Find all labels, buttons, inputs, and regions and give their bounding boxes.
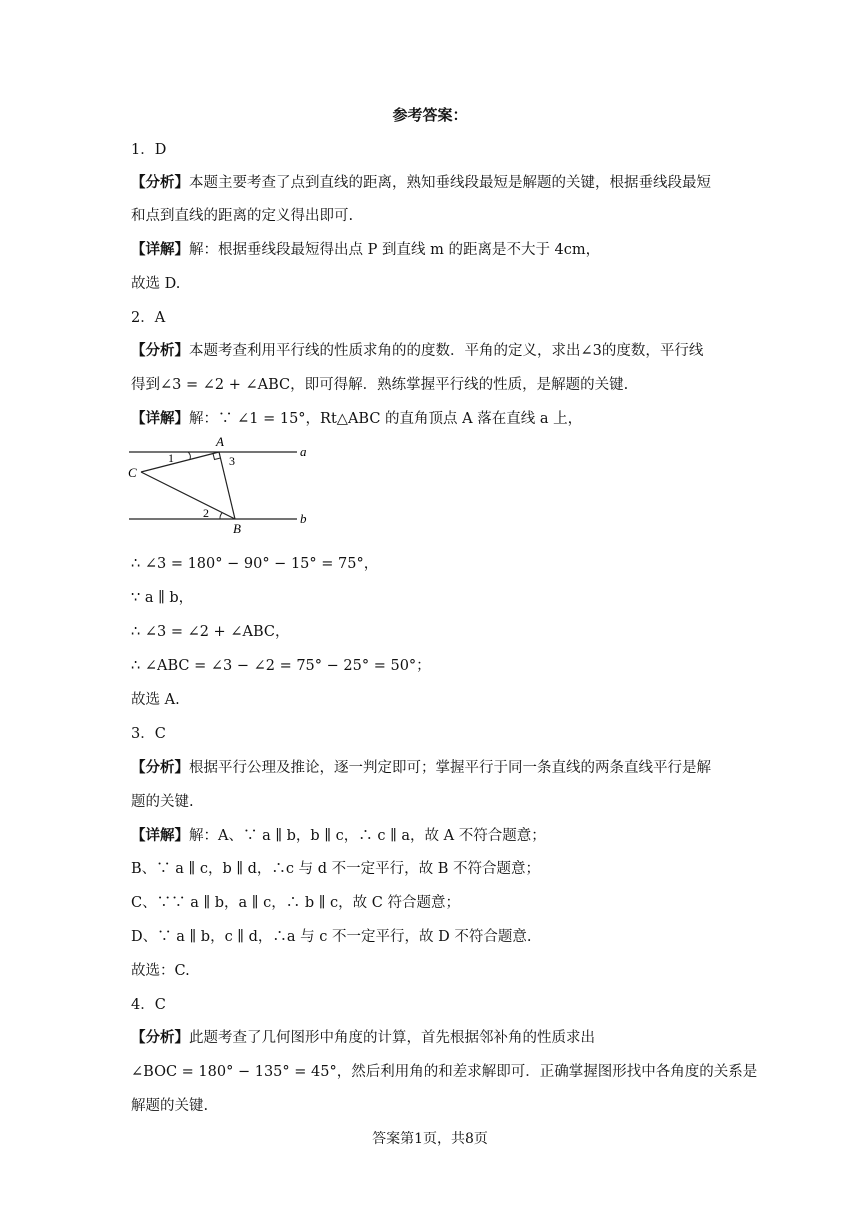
q2-step-4: ∴ ∠ABC = ∠3 − ∠2 = 75° − 25° = 50°； [131, 658, 431, 674]
label-b: b [300, 511, 307, 526]
q1-number: 1．D [131, 142, 167, 158]
page-title: 参考答案： [392, 106, 468, 124]
segment-ac [141, 452, 219, 472]
q1-analysis-line-1: 本题主要考查了点到直线的距离，熟知垂线段最短是解题的关键，根据垂线段最短 [189, 175, 711, 191]
q2-choice: 故选 A. [131, 692, 180, 708]
q2-detail [131, 407, 741, 428]
label-angle-1: 1 [168, 451, 174, 465]
label-a: a [300, 444, 307, 459]
analysis-tag: 【分析】 [131, 1029, 189, 1046]
analysis-tag: 【分析】 [131, 174, 189, 191]
label-A: A [216, 436, 224, 449]
q4-number: 4．C [131, 997, 166, 1013]
label-B: B [233, 521, 241, 536]
q4-analysis-line-3: 解题的关键. [131, 1098, 209, 1114]
page-footer: 答案第1页，共8页 [372, 1131, 488, 1147]
q4-analysis-line-2: ∠BOC = 180° − 135° = 45°，然后利用角的和差求解即可．正确掌握图形找中各角度的关系是 [131, 1064, 758, 1080]
q2-step-1: ∴ ∠3 = 180° − 90° − 15° = 75°， [131, 556, 379, 572]
q1-analysis-line-2: 和点到直线的距离的定义得出即可. [131, 208, 354, 224]
q2-analysis [131, 339, 741, 360]
geometry-figure [124, 436, 324, 538]
q1-detail-text: 解：根据垂线段最短得出点 P 到直线 m 的距离是不大于 4cm， [189, 242, 601, 258]
q3-option-b: B、∵ a ∥ c，b ∥ d，∴c 与 d 不一定平行，故 B 不符合题意； [131, 861, 541, 877]
label-angle-3: 3 [229, 454, 235, 468]
q3-choice: 故选：C. [131, 963, 190, 979]
q2-step-2: ∵ a ∥ b， [131, 590, 194, 606]
detail-tag: 【详解】 [131, 827, 189, 844]
q4-analysis-line-1: 此题考查了几何图形中角度的计算，首先根据邻补角的性质求出 [189, 1030, 595, 1046]
q4-analysis [131, 1026, 741, 1047]
q1-choice: 故选 D. [131, 276, 181, 292]
q2-number: 2．A [131, 310, 166, 326]
q1-detail [131, 238, 741, 259]
detail-tag: 【详解】 [131, 241, 189, 258]
angle-1-arc [188, 452, 190, 459]
q2-detail-text: 解：∵ ∠1 = 15°，Rt△ABC 的直角顶点 A 落在直线 a 上， [189, 411, 583, 427]
q2-step-3: ∴ ∠3 = ∠2 + ∠ABC， [131, 624, 290, 640]
analysis-tag: 【分析】 [131, 342, 189, 359]
analysis-tag: 【分析】 [131, 759, 189, 776]
q3-analysis [131, 756, 741, 777]
q3-option-c: C、∵∵ a ∥ b，a ∥ c，∴ b ∥ c，故 C 符合题意； [131, 895, 460, 911]
q3-analysis-line-2: 题的关键. [131, 794, 194, 810]
q3-number: 3．C [131, 726, 166, 742]
q2-analysis-line-2: 得到∠3 = ∠2 + ∠ABC，即可得解．熟练掌握平行线的性质，是解题的关键. [131, 377, 629, 393]
angle-2-arc [220, 513, 222, 519]
q2-analysis-line-1: 本题考查利用平行线的性质求角的的度数．平角的定义，求出∠3的度数，平行线 [189, 343, 704, 359]
q3-detail [131, 824, 741, 845]
label-angle-2: 2 [203, 506, 209, 520]
q1-analysis [131, 171, 741, 192]
q3-detail-text: 解：A、∵ a ∥ b，b ∥ c，∴ c ∥ a，故 A 不符合题意； [189, 828, 546, 844]
q3-option-d: D、∵ a ∥ b，c ∥ d，∴a 与 c 不一定平行，故 D 不符合题意. [131, 929, 532, 945]
segment-cb [141, 472, 235, 519]
q3-analysis-line-1: 根据平行公理及推论，逐一判定即可；掌握平行于同一条直线的两条直线平行是解 [189, 760, 711, 776]
label-C: C [128, 465, 137, 480]
detail-tag: 【详解】 [131, 410, 189, 427]
